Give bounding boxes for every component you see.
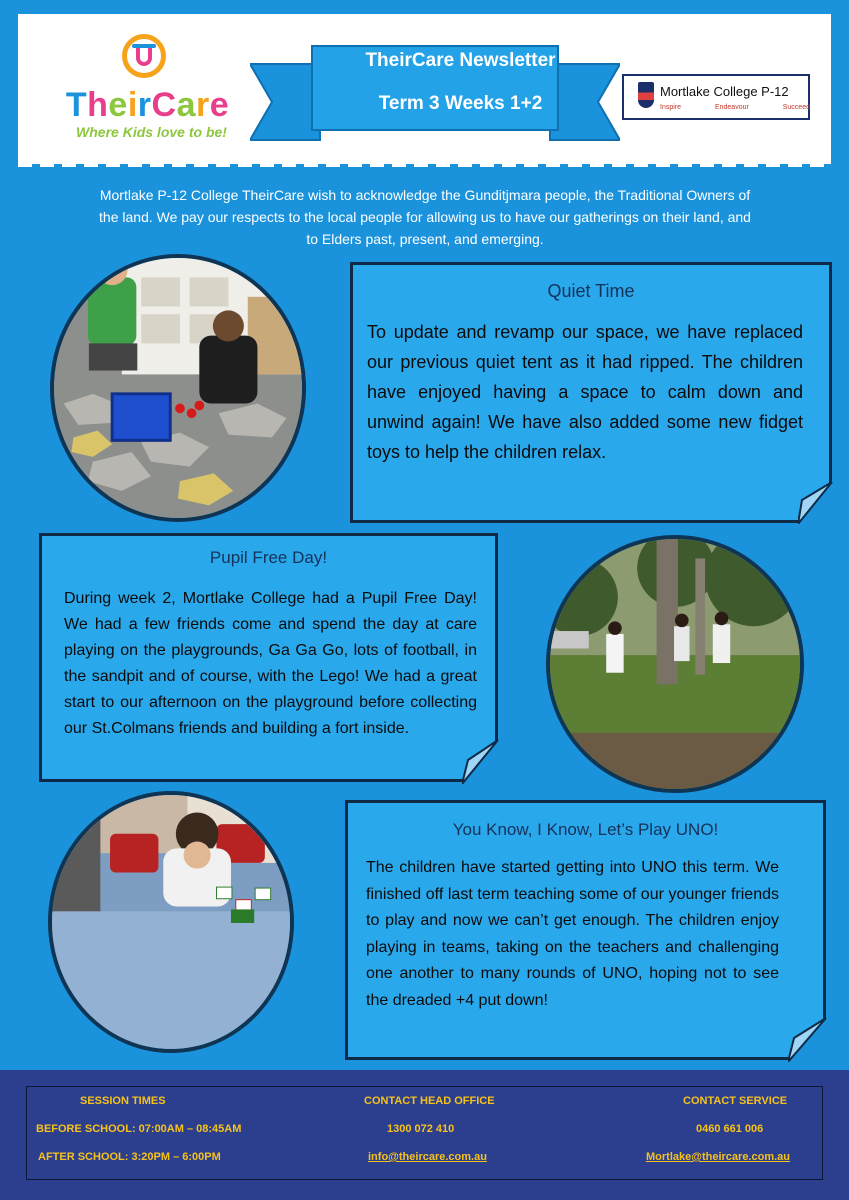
school-badge [622, 74, 810, 120]
page-fold-icon [788, 1018, 828, 1062]
acknowledgement-of-country: Mortlake P-12 College TheirCare wish to acknowledge the Gunditjmara people, the Traditional Owners of the land. We pay our respects to the local people for allowing us to have our gatherings on their land, and to Elders past, present, and emerging. [99, 187, 751, 247]
quiet-time-body: To update and revamp our space, we have replaced our previous quiet tent as it had ripped. The children have enjoyed having a space to calm down and unwind again! We have also added some new fidget toys to help the children relax. [367, 322, 803, 462]
head-office-email-link[interactable]: info@theircare.com.au [368, 1151, 487, 1163]
smiley-logo-icon [122, 34, 166, 78]
head-office-phone: 1300 072 410 [387, 1123, 455, 1135]
pupil-free-day-callout [39, 533, 498, 782]
photo-children-playing-game [50, 254, 306, 522]
quiet-time-callout [350, 262, 832, 523]
quiet-time-title: Quiet Time [547, 281, 635, 301]
logo-wordmark: TheirCare [65, 86, 230, 124]
uno-title: You Know, I Know, Let’s Play UNO! [452, 820, 719, 839]
after-school-times: AFTER SCHOOL: 3:20PM – 6:00PM [38, 1151, 221, 1163]
head-office-heading: CONTACT HEAD OFFICE [364, 1095, 495, 1107]
service-contact-heading: CONTACT SERVICE [683, 1095, 788, 1107]
page-fold-icon [462, 740, 500, 784]
service-email-link[interactable]: Mortlake@theircare.com.au [646, 1151, 790, 1163]
theircare-logo [60, 34, 235, 144]
session-times-heading: SESSION TIMES [80, 1095, 166, 1107]
pupil-free-day-title: Pupil Free Day! [209, 548, 328, 567]
newsletter-title: TheirCare Newsletter [365, 50, 556, 71]
page-fold-icon [798, 482, 834, 524]
uno-callout [345, 800, 826, 1060]
logo-tagline: Where Kids love to be! [76, 124, 227, 140]
school-name: Mortlake College P-12 [660, 84, 789, 99]
before-school-times: BEFORE SCHOOL: 07:00AM – 08:45AM [36, 1123, 242, 1135]
service-phone: 0460 661 006 [696, 1123, 764, 1135]
photo-children-in-park [546, 535, 804, 793]
school-motto: Inspire Endeavour Succeed [660, 104, 810, 111]
school-crest-icon [638, 82, 654, 108]
uno-body: The children have started getting into UNO this term. We finished off last term teaching some of our younger friends to play and now we can’t get enough. The children enjoy playing in teams, taking on the teachers and challenging one another to many rounds of UNO, hoping not to see the dreaded +4 put down! [366, 859, 779, 1009]
photo-children-playing-uno [48, 791, 294, 1053]
pupil-free-day-body: During week 2, Mortlake College had a Pupil Free Day! We had a few friends come and spend the day at care playing on the playgrounds, Ga Ga Go, lots of football, in the sandpit and of course, with the Lego! We had a great start to our afternoon on the playground before collecting our St.Colmans friends and building a fort inside. [64, 590, 477, 737]
newsletter-term: Term 3 Weeks 1+2 [378, 93, 543, 114]
